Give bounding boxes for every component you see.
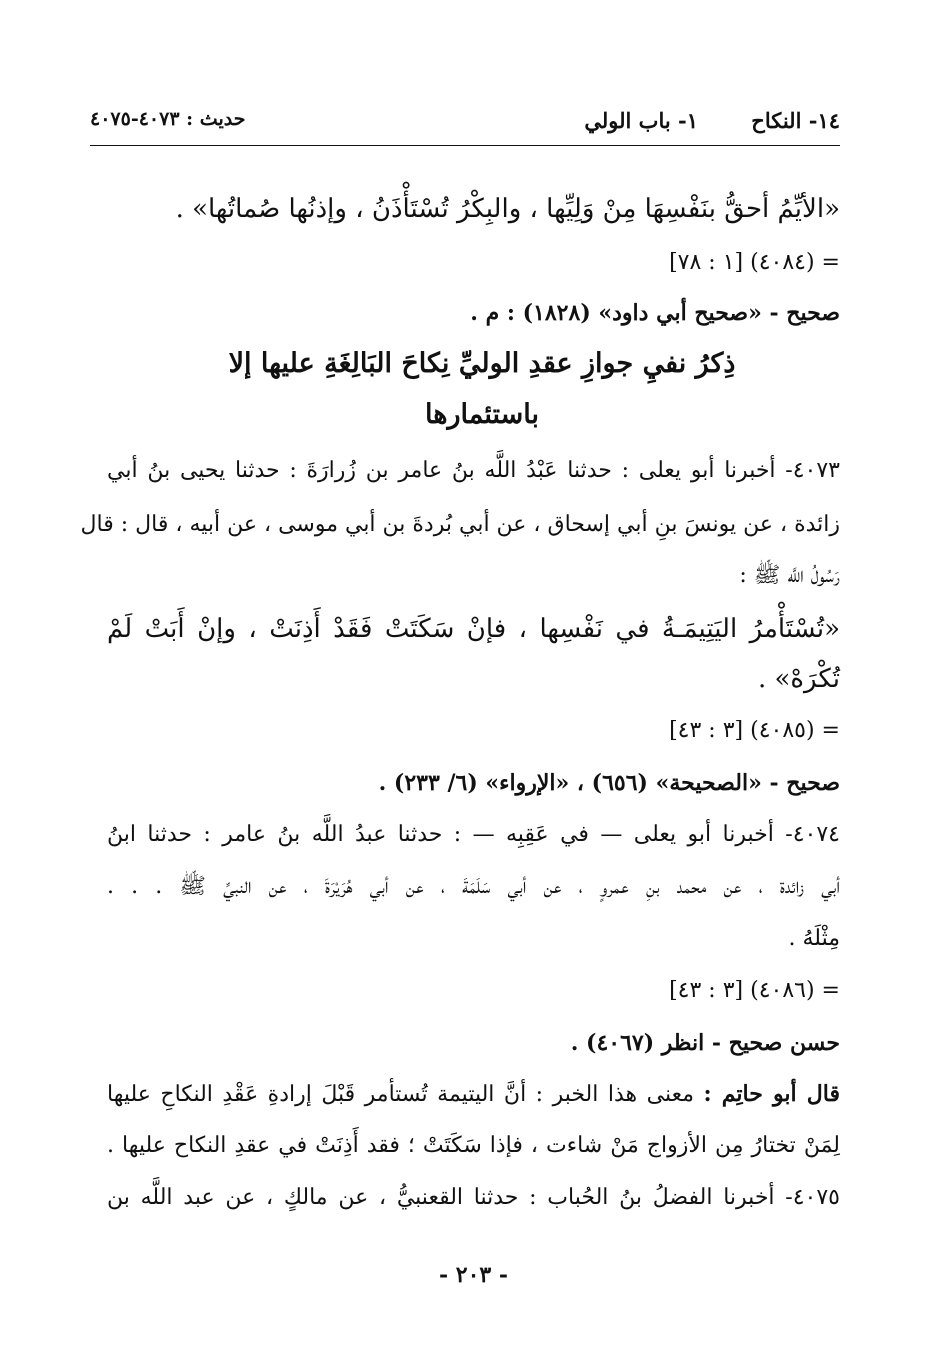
- commentary-line: [107, 1079, 840, 1110]
- chapter-title: ١٤- النكاح: [751, 108, 840, 133]
- hadith-text-line: «تُسْتَأْمرُ اليَتِيمَـةُ في نَفْسِها ، فإنْ سَكَتَتْ فَقَدْ أَذِنَتْ ، وإنْ أَبَتْ لَمْ: [107, 614, 840, 644]
- commentator-label: قال أبو حاتِم :: [703, 1081, 840, 1107]
- isnad-line: ٤٠٧٤- أخبرنا أبو يعلى — في عَقِبِه — : حدثنا عبدُ اللَّه بنُ عامر : حدثنا ابنُ: [107, 822, 840, 847]
- running-header: [90, 108, 840, 142]
- isnad-line: ٤٠٧٣- أخبرنا أبو يعلى : حدثنا عَبْدُ اللَّه بنُ عامر بن زُرارَةَ : حدثنا يحيى بنُ أبي: [107, 458, 840, 483]
- chapter-heading-cont: باستئمارها: [425, 399, 539, 430]
- isnad-line: زائدة ، عن يونسَ بنِ أبي إسحاق ، عن أبي بُردةَ بن أبي موسى ، عن أبيه ، قال : قال: [80, 512, 840, 537]
- chapter-heading: ذِكرُ نفيِ جوازِ عقدِ الوليِّ نِكاحَ البَالِغَةِ عليها إلا: [228, 348, 736, 379]
- hadith-range: حديث : ٤٠٧٣-٤٠٧٥: [90, 108, 246, 130]
- isnad-line: أبي زائدة ، عن محمد بنِ عمروٍ ، عن أبي سَلَمَةَ ، عن أبي هُرَيْرَةَ ، عن النبيِّ ﷺ . . .: [107, 874, 840, 899]
- grading-note: صحيح - «الصحيحة» (٦٥٦) ، «الإرواء» (٦/ ٢٣٣) .: [378, 770, 840, 796]
- grading-note: صحيح - «صحيح أبي داود» (١٨٢٨) : م .: [470, 300, 840, 326]
- commentary-line: لِمَنْ تختارُ مِن الأزواج مَنْ شاءت ، فإذا سَكَتَتْ ؛ فقد أَذِنَتْ في عقدِ النكاح عليها .: [107, 1133, 840, 1158]
- section-title: ١- باب الولي: [584, 108, 698, 133]
- isnad-line: ٤٠٧٥- أخبرنا الفضلُ بنُ الحُباب : حدثنا القعنبيُّ ، عن مالكٍ ، عن عبد اللَّه بن: [107, 1185, 840, 1210]
- cross-reference: = (٤٠٨٤) [١ : ٧٨]: [669, 250, 840, 275]
- page-number: - ٢٠٣ -: [438, 1262, 509, 1288]
- isnad-line: رَسُولُ اللَّه ﷺ :: [739, 563, 840, 588]
- grading-note: حسن صحيح - انظر (٤٠٦٧) .: [570, 1030, 840, 1056]
- isnad-line: مِثْلَهُ .: [788, 926, 840, 951]
- commentary-text: معنى هذا الخبر : أنَّ اليتيمة تُستأمر قَبْلَ إرادةِ عَقْدِ النكاحِ عليها: [107, 1082, 694, 1107]
- hadith-text-line: تُكْرَهْ» .: [758, 664, 840, 694]
- header-divider: [90, 145, 840, 146]
- hadith-text-line: «الأيِّمُ أحقُّ بنَفْسِهَا مِنْ وَلِيِّها ، والبِكْرُ تُسْتَأْذَنُ ، وإذنُها صُماتُها» .: [175, 194, 840, 224]
- cross-reference: = (٤٠٨٦) [٣ : ٤٣]: [669, 978, 840, 1003]
- cross-reference: = (٤٠٨٥) [٣ : ٤٣]: [669, 718, 840, 743]
